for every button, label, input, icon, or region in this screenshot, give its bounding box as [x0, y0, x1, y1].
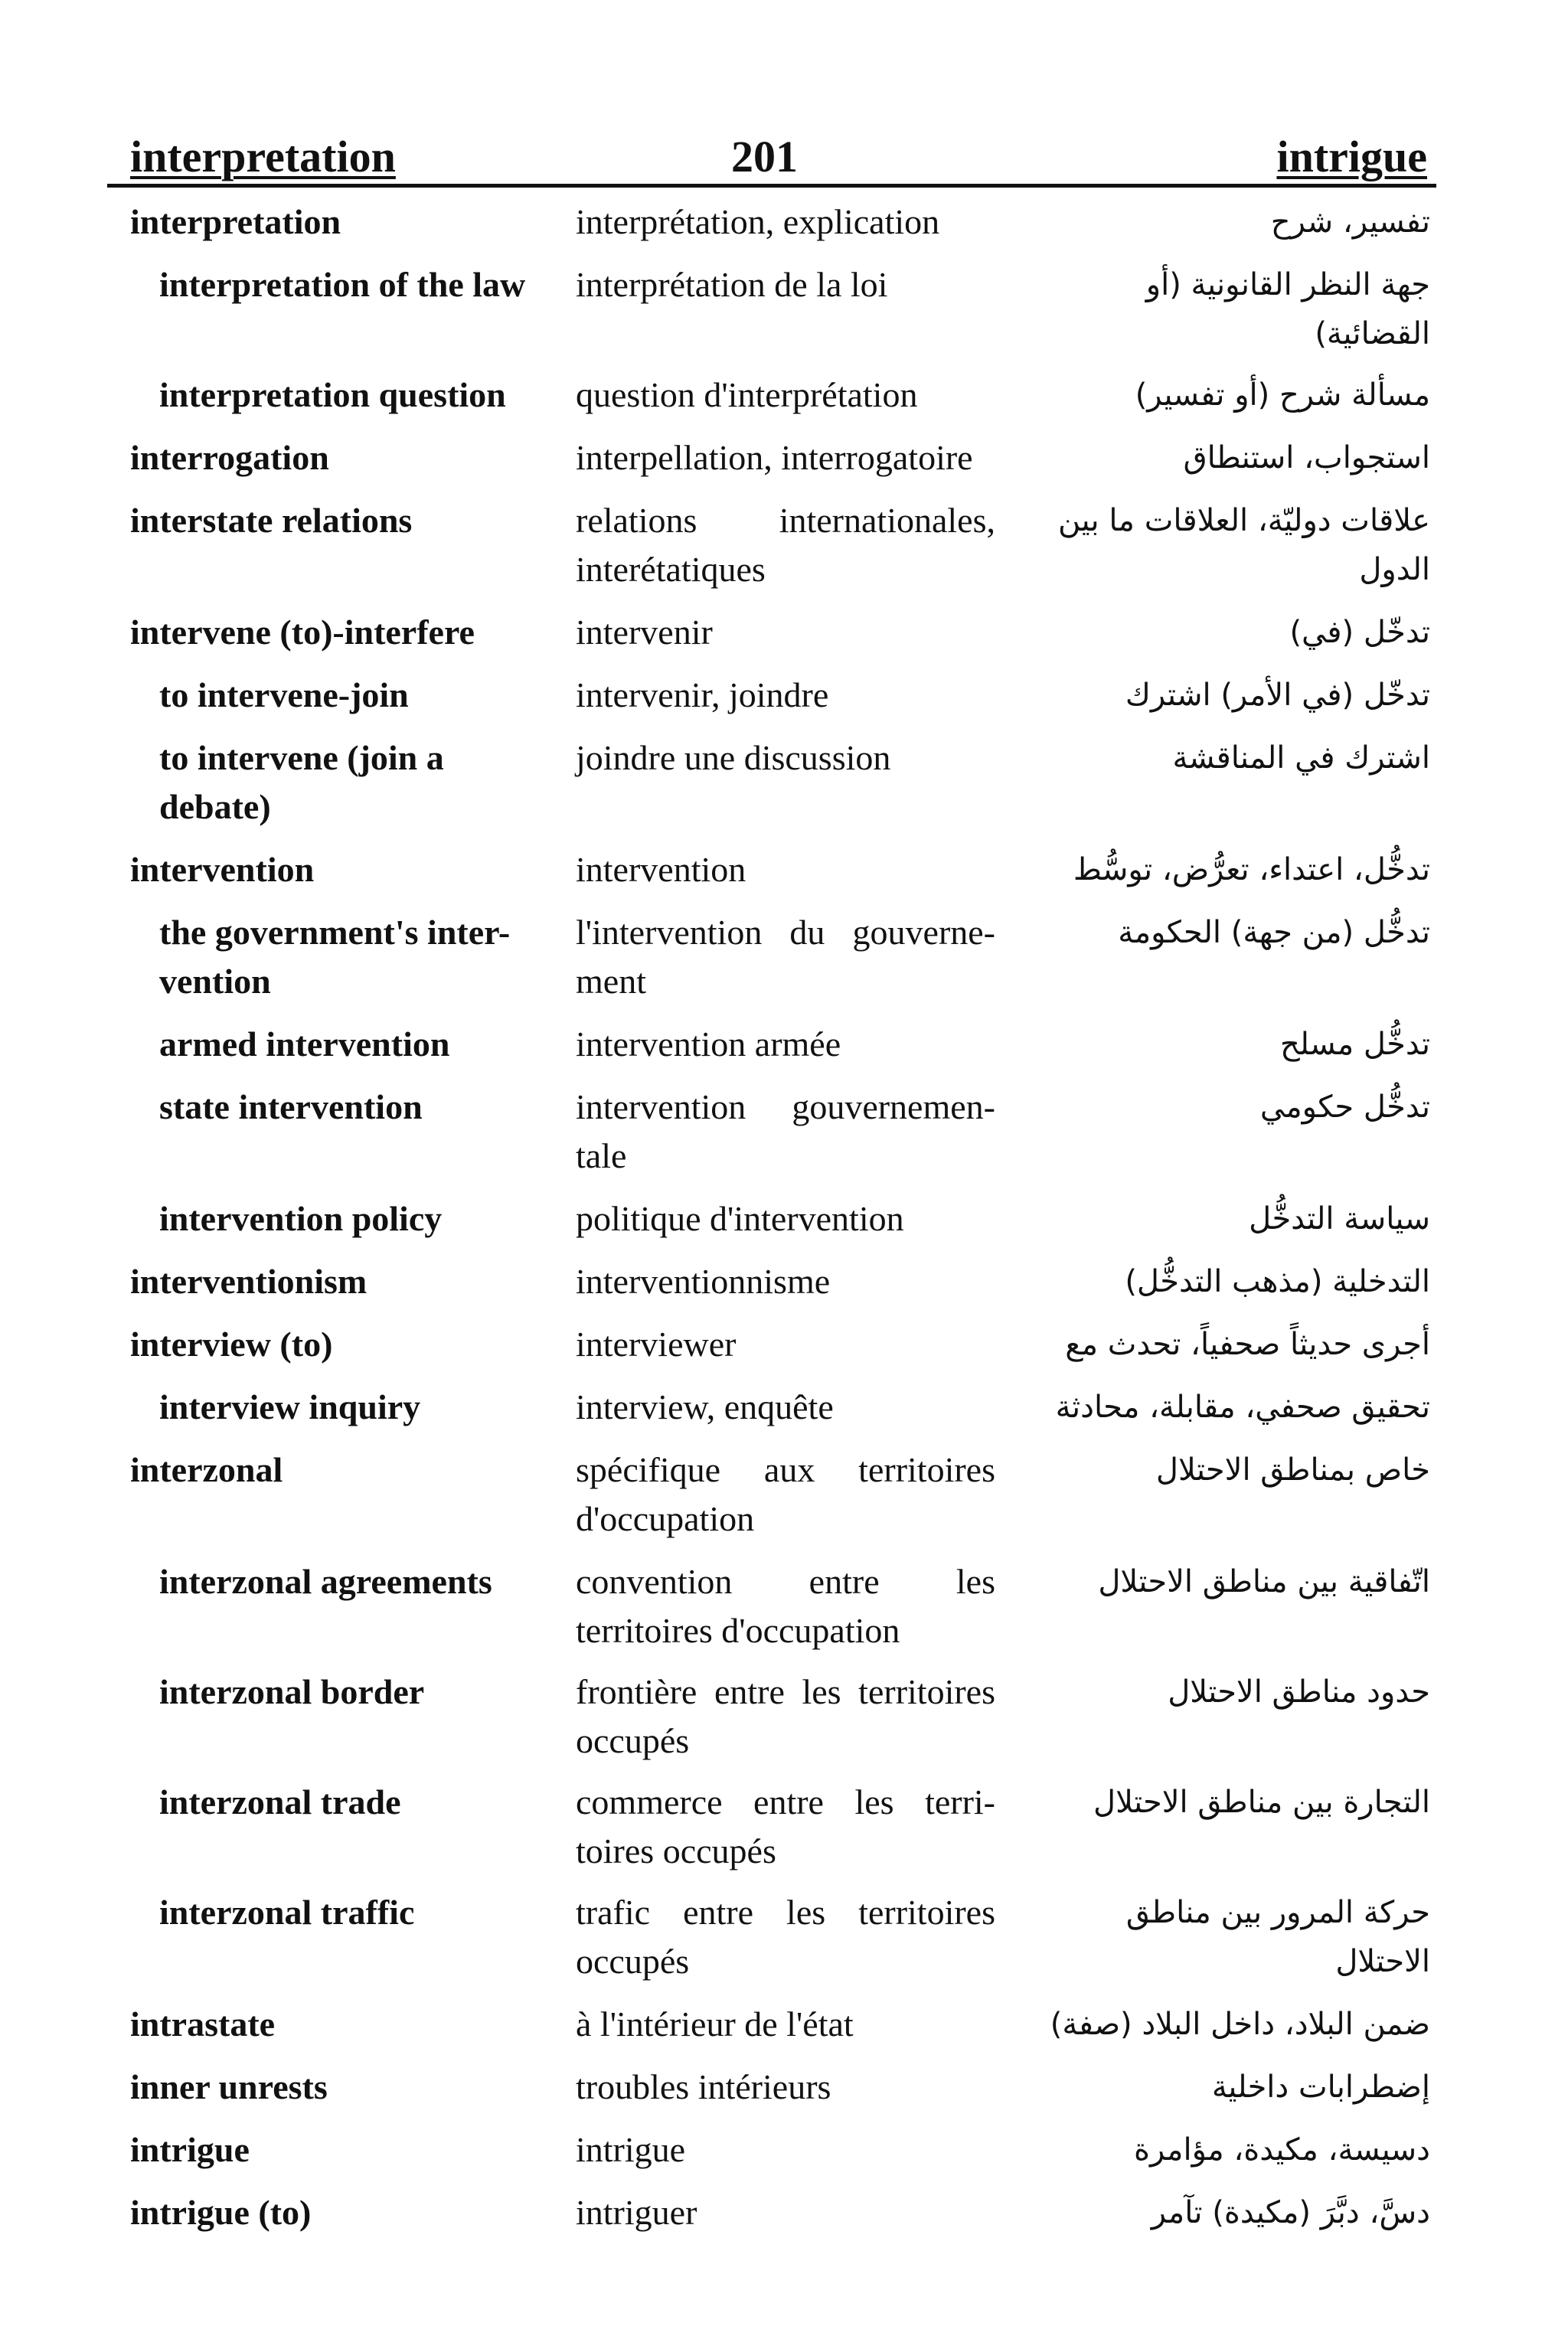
entry-term-english: the government's inter-vention [159, 913, 511, 1001]
entry-term-arabic: جهة النظر القانونية (أو القضائية) [1145, 267, 1430, 351]
entry-term-french: convention entre les territoires d'occupation [576, 1562, 995, 1650]
entry-term-french: à l'intérieur de l'état [576, 2004, 854, 2044]
entry-term-arabic: تدخّل (في الأمر) اشترك [1125, 678, 1430, 713]
entry-term-english: interzonal trade [159, 1782, 401, 1821]
entry-term-french: joindre une discussion [576, 738, 891, 777]
entry-term-english: intervention policy [159, 1199, 443, 1238]
entry-term-french: intriguer [576, 2193, 697, 2232]
entry-term-english: intervene (to)-interfere [130, 613, 475, 652]
entry-term-english: interzonal border [159, 1672, 425, 1711]
entry-term-arabic: تفسير، شرح [1270, 204, 1430, 240]
entry-term-english: interstate relations [130, 501, 413, 540]
entry-term-arabic: تدخّل (في) [1289, 615, 1430, 650]
entry-term-arabic: إضطرابات داخلية [1211, 2070, 1430, 2105]
entry-term-arabic: تدخُّل، اعتداء، تعرُّض، توسُّط [1073, 852, 1430, 887]
entry-term-arabic: أجرى حديثاً صحفياً، تحدث مع [1065, 1327, 1430, 1362]
entry-term-french: question d'interprétation [576, 375, 918, 414]
entry-term-french: interpellation, interrogatoire [576, 438, 973, 477]
entry-term-english: interpretation question [159, 375, 506, 414]
entry-term-arabic: حركة المرور بين مناطق الاحتلال [1125, 1895, 1430, 1979]
entry-term-french: relations internationales, interétatiques [576, 501, 995, 589]
entry-term-english: to intervene (join a debate) [159, 738, 444, 826]
entry-term-english: to intervene-join [159, 675, 409, 714]
entry-term-arabic: حدود مناطق الاحتلال [1168, 1674, 1430, 1710]
entry-term-arabic: ضمن البلاد، داخل البلاد (صفة) [1050, 2007, 1430, 2042]
entry-term-english: interventionism [130, 1262, 368, 1301]
entry-term-french: interview, enquête [576, 1387, 834, 1426]
entry-term-french: interprétation de la loi [576, 265, 888, 304]
entry-term-english: interzonal [130, 1450, 283, 1489]
header-last-entry: intrigue [1276, 132, 1427, 181]
entry-term-arabic: تدخُّل (من جهة) الحكومة [1118, 915, 1430, 950]
entry-term-arabic: علاقات دوليّة، العلاقات ما بين الدول [1058, 503, 1430, 587]
entry-term-french: intervention gouvernemen-tale [576, 1087, 995, 1175]
entry-term-french: politique d'intervention [576, 1199, 904, 1238]
entry-term-french: intervenir [576, 613, 713, 652]
entry-term-french: trafic entre les territoires occupés [576, 1893, 995, 1981]
entry-term-arabic: تدخُّل حكومي [1259, 1090, 1430, 1125]
entry-term-english: intrigue [130, 2130, 250, 2169]
entry-term-english: interrogation [130, 438, 329, 477]
entry-term-arabic: استجواب، استنطاق [1183, 440, 1430, 475]
entry-term-french: interprétation, explication [576, 202, 940, 241]
entry-term-arabic: اشترك في المناقشة [1172, 740, 1430, 776]
entry-term-arabic: تدخُّل مسلح [1279, 1027, 1430, 1062]
entry-term-english: interzonal traffic [159, 1893, 415, 1932]
entry-term-english: intervention [130, 850, 315, 889]
entry-term-english: state intervention [159, 1087, 423, 1126]
entry-term-french: intervention armée [576, 1024, 841, 1063]
entry-term-french: l'intervention du gouverne-ment [576, 913, 995, 1001]
entry-term-english: interzonal agreements [159, 1562, 492, 1601]
entry-term-french: spécifique aux territoires d'occupation [576, 1450, 995, 1538]
entry-term-french: commerce entre les terri-toires occupés [576, 1782, 995, 1870]
entry-term-arabic: تحقيق صحفي، مقابلة، محادثة [1055, 1390, 1430, 1425]
entry-term-arabic: خاص بمناطق الاحتلال [1155, 1452, 1430, 1488]
entry-term-english: armed intervention [159, 1024, 450, 1063]
entry-term-english: interpretation of the law [159, 265, 526, 304]
entry-term-french: frontière entre les territoires occupés [576, 1672, 995, 1760]
entry-term-arabic: سياسة التدخُّل [1249, 1201, 1430, 1237]
entry-term-english: interview (to) [130, 1325, 333, 1364]
header-first-entry: interpretation [130, 132, 396, 181]
entry-term-french: intervention [576, 850, 746, 889]
page-number: 201 [731, 132, 798, 181]
entry-term-english: interview inquiry [159, 1387, 421, 1426]
entry-term-english: interpretation [130, 202, 341, 241]
entry-term-english: intrigue (to) [130, 2193, 312, 2232]
entry-term-french: troubles intérieurs [576, 2067, 831, 2106]
entry-term-french: interviewer [576, 1325, 737, 1364]
entry-term-english: intrastate [130, 2004, 276, 2044]
entry-term-arabic: مسألة شرح (أو تفسير) [1135, 377, 1430, 413]
entry-term-french: interventionnisme [576, 1262, 831, 1301]
entry-term-arabic: دسَّ، دبَّرَ (مكيدة) تآمر [1151, 2195, 1430, 2230]
entry-term-arabic: التدخلية (مذهب التدخُّل) [1125, 1264, 1430, 1299]
entry-term-french: intervenir, joindre [576, 675, 829, 714]
entry-term-english: inner unrests [130, 2067, 328, 2106]
entry-term-arabic: اتّفاقية بين مناطق الاحتلال [1098, 1564, 1430, 1599]
entry-term-arabic: دسيسة، مكيدة، مؤامرة [1134, 2132, 1430, 2168]
entry-term-arabic: التجارة بين مناطق الاحتلال [1093, 1785, 1430, 1820]
entry-term-french: intrigue [576, 2130, 686, 2169]
